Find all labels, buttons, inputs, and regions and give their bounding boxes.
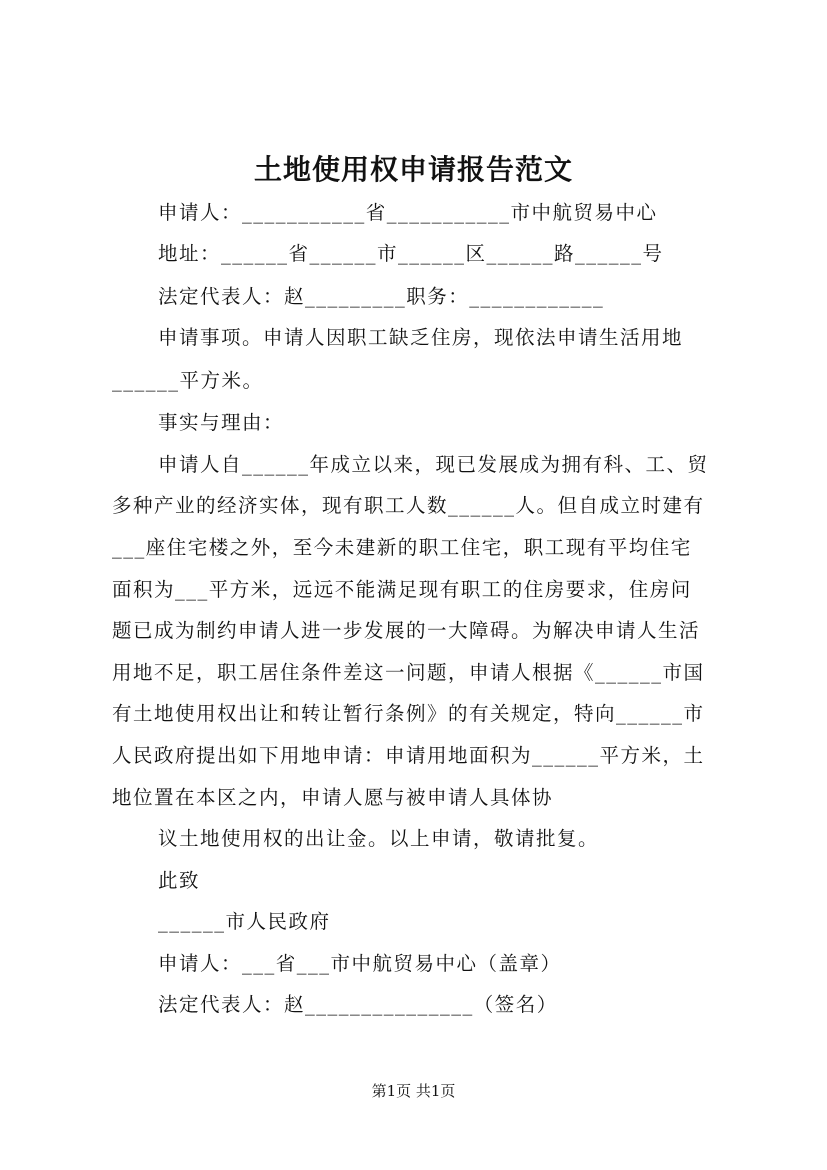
paragraph-line: 多种产业的经济实体，现有职工人数______人。但自成立时建有 — [112, 494, 705, 517]
paragraph-line: 面积为___平方米，远远不能满足现有职工的住房要求，住房问 — [112, 578, 692, 601]
paragraph-line: 议土地使用权的出让金。以上申请，敬请批复。 — [158, 827, 600, 850]
salutation: 此致 — [158, 869, 201, 892]
legal-rep-line: 法定代表人：赵_________职务：____________ — [158, 285, 605, 308]
paragraph-line: 人民政府提出如下用地申请：申请用地面积为______平方米，土 — [112, 744, 705, 767]
recipient-line: ______市人民政府 — [158, 910, 331, 933]
paragraph-line: 用地不足，职工居住条件差这一问题，申请人根据《______市国 — [112, 661, 705, 684]
paragraph-line: ______平方米。 — [112, 369, 264, 392]
paragraph-line: 有土地使用权出让和转让暂行条例》的有关规定，特向______市 — [112, 702, 705, 725]
document-title: 土地使用权申请报告范文 — [253, 153, 573, 186]
applicant-line: 申请人：___________省___________市中航贸易中心 — [158, 201, 658, 224]
paragraph-line: 申请事项。申请人因职工缺乏住房，现依法申请生活用地 — [158, 326, 684, 349]
paragraph-line: 题已成为制约申请人进一步发展的一大障碍。为解决申请人生活 — [112, 619, 701, 642]
section-heading: 事实与理由： — [158, 411, 285, 434]
signature-applicant-line: 申请人：___省___市中航贸易中心（盖章） — [158, 952, 562, 975]
paragraph-line: 申请人自______年成立以来，现已发展成为拥有科、工、贸 — [158, 453, 709, 476]
signature-legal-rep-line: 法定代表人：赵_______________（签名） — [158, 993, 558, 1016]
paragraph-line: ___座住宅楼之外，至今未建新的职工住宅，职工现有平均住宅 — [112, 536, 692, 559]
page-number: 第1页 共1页 — [371, 1082, 456, 1100]
address-line: 地址：______省______市______区______路______号 — [158, 242, 664, 265]
paragraph-line: 地位置在本区之内，申请人愿与被申请人具体协 — [112, 786, 554, 809]
